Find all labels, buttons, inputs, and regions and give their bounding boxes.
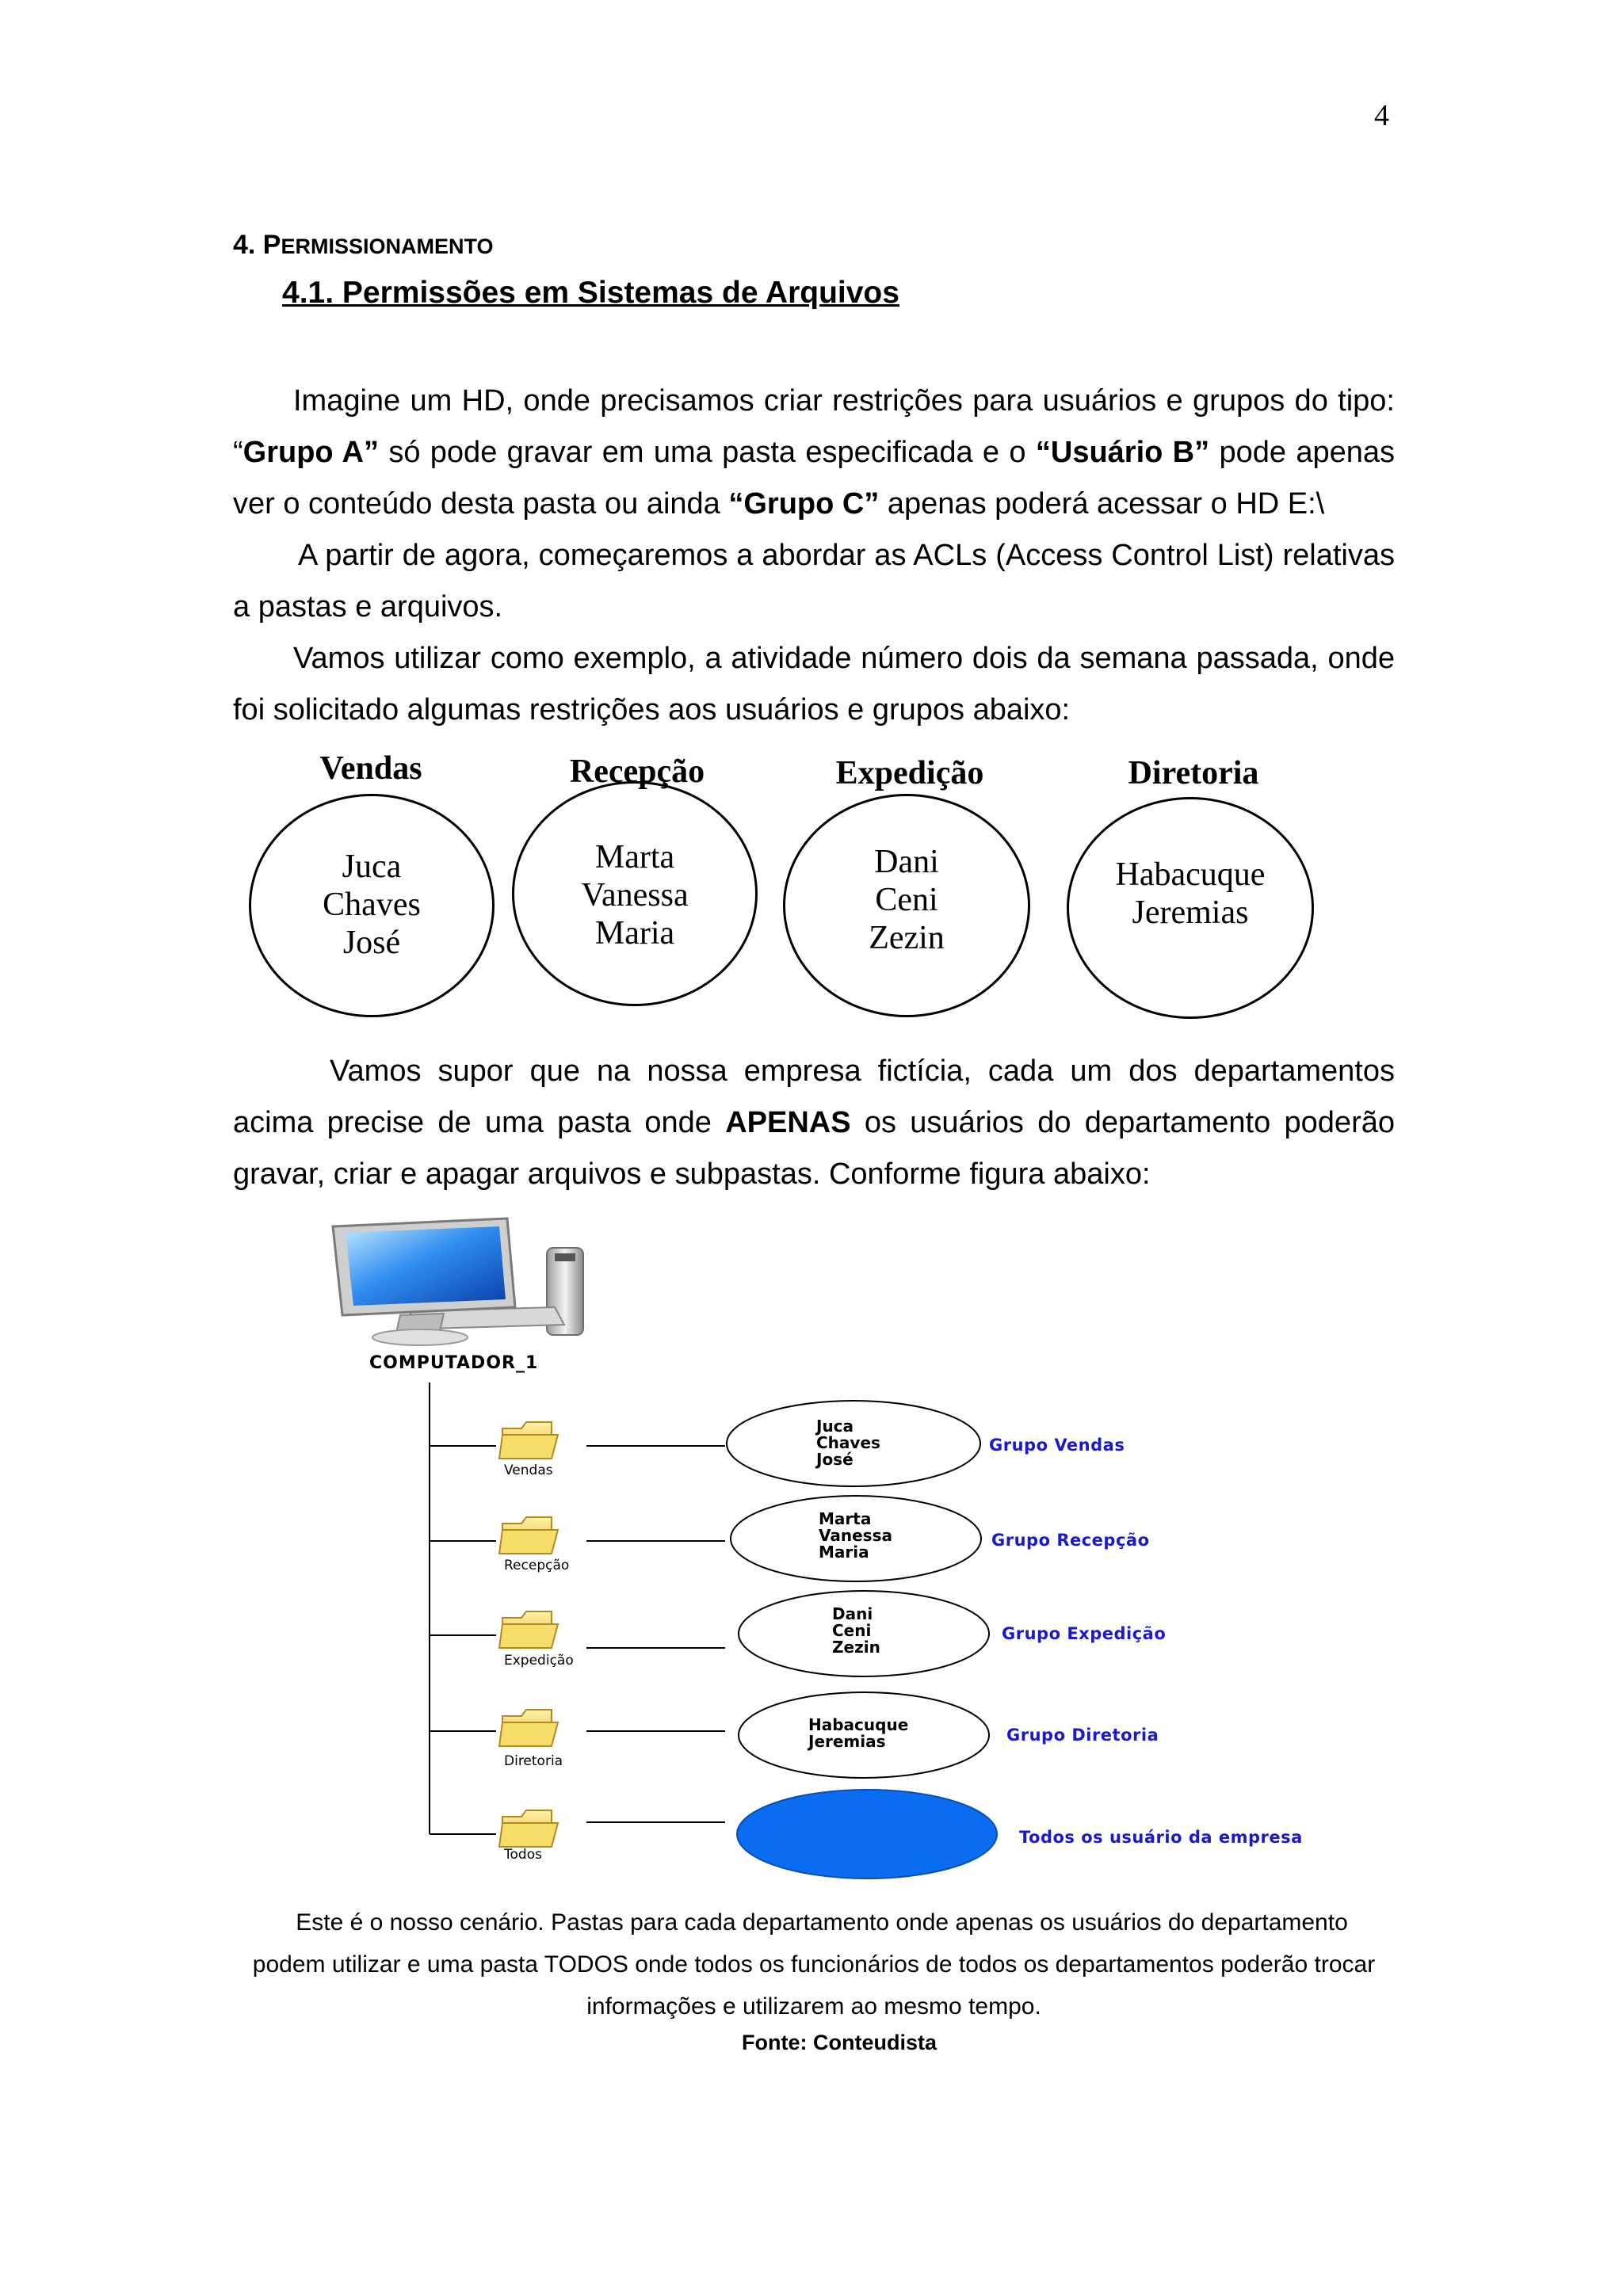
p1-text-3: pode apenas ver o conteúdo desta pasta ou ainda <box>233 436 1396 521</box>
members-vendas: Juca Chaves José <box>816 1417 880 1469</box>
computer-label: COMPUTADOR_1 <box>369 1353 539 1373</box>
p1-text-2: só pode gravar em uma pasta especificada e o <box>379 436 1036 469</box>
p4-text-1: Vamos supor que na nossa empresa fictícia, cada um dos departamentos acima precise de uma pasta onde <box>233 1055 1395 1139</box>
dept-label-vendas: Vendas <box>319 750 422 787</box>
group-label-recepcao: Grupo Recepção <box>991 1531 1150 1550</box>
p4-text-2: os usuários do departamento poderão gravar, criar e apagar arquivos e subpastas. Conforme figura abaixo: <box>233 1106 1395 1191</box>
group-label-diretoria: Grupo Diretoria <box>1006 1726 1159 1745</box>
folder-label-todos: Todos <box>504 1847 542 1863</box>
dept-members-recepcao: Marta Vanessa Maria <box>581 839 689 952</box>
members-diretoria: Habacuque Jeremias <box>808 1715 909 1751</box>
group-label-vendas: Grupo Vendas <box>989 1436 1125 1455</box>
p4-bold-apenas: APENAS <box>725 1106 851 1139</box>
caption-line-1: Este é o nosso cenário. Pastas para cada departamento onde apenas os usuários do departamento <box>296 1909 1348 1936</box>
folder-icon-recepcao <box>499 1517 558 1554</box>
folder-icons <box>499 1422 558 1847</box>
figure-source: Fonte: Conteudista <box>742 2031 937 2054</box>
group-label-expedicao: Grupo Expedição <box>1002 1624 1167 1643</box>
section-heading-rest: ERMISSIONAMENTO <box>281 235 494 258</box>
p1-text-4: apenas poderá acessar o HD E:\ <box>879 487 1325 521</box>
p1-bold-grupo-a: Grupo A” <box>242 436 379 469</box>
figure-caption <box>233 1901 1395 2027</box>
dept-label-diretoria: Diretoria <box>1128 755 1259 791</box>
folder-label-vendas: Vendas <box>504 1463 553 1478</box>
caption-line-3: informações e utilizarem ao mesmo tempo. <box>586 1993 1041 2019</box>
folder-icon-expedicao <box>499 1611 558 1648</box>
group-label-todos: Todos os usuário da empresa <box>1019 1828 1303 1847</box>
members-expedicao: Dani Ceni Zezin <box>832 1604 880 1657</box>
folder-label-diretoria: Diretoria <box>504 1753 563 1769</box>
ellipse-todos <box>737 1790 997 1878</box>
dept-members-vendas: Juca Chaves José <box>323 849 421 961</box>
folder-icon-todos <box>499 1810 558 1847</box>
folder-icon-vendas <box>499 1422 558 1459</box>
p1-bold-grupo-c: “Grupo C” <box>728 487 880 521</box>
tree-lines <box>430 1383 725 1834</box>
dept-members-diretoria: Habacuque Jeremias <box>1115 856 1266 931</box>
dept-members-expedicao: Dani Ceni Zezin <box>869 844 945 956</box>
members-recepcao: Marta Vanessa Maria <box>819 1509 892 1562</box>
p3-text: Vamos utilizar como exemplo, a atividade número dois da semana passada, onde foi solicitado algumas restrições aos usuários e grupos abaixo: <box>233 642 1395 727</box>
dept-label-recepcao: Recepção <box>569 753 705 790</box>
section-heading-num: 4. P <box>233 230 281 260</box>
subsection-heading: 4.1. Permissões em Sistemas de Arquivos <box>282 276 899 310</box>
dept-label-expedicao: Expedição <box>835 755 984 791</box>
p1-text-1: Imagine um HD, onde precisamos criar restrições para usuários e grupos do tipo: “ <box>233 384 1395 469</box>
page-number: 4 <box>1374 99 1389 132</box>
p1-bold-usuario-b: “Usuário B” <box>1035 436 1210 469</box>
folder-label-expedicao: Expedição <box>504 1653 574 1669</box>
folder-icon-diretoria <box>499 1710 558 1746</box>
computer-icon <box>333 1219 583 1345</box>
folder-label-recepcao: Recepção <box>504 1558 570 1573</box>
p2-text: A partir de agora, começaremos a abordar as ACLs (Access Control List) relativas a pastas e arquivos. <box>233 539 1395 624</box>
caption-line-2: podem utilizar e uma pasta TODOS onde todos os funcionários de todos os departamentos poderão trocar <box>252 1951 1376 1978</box>
